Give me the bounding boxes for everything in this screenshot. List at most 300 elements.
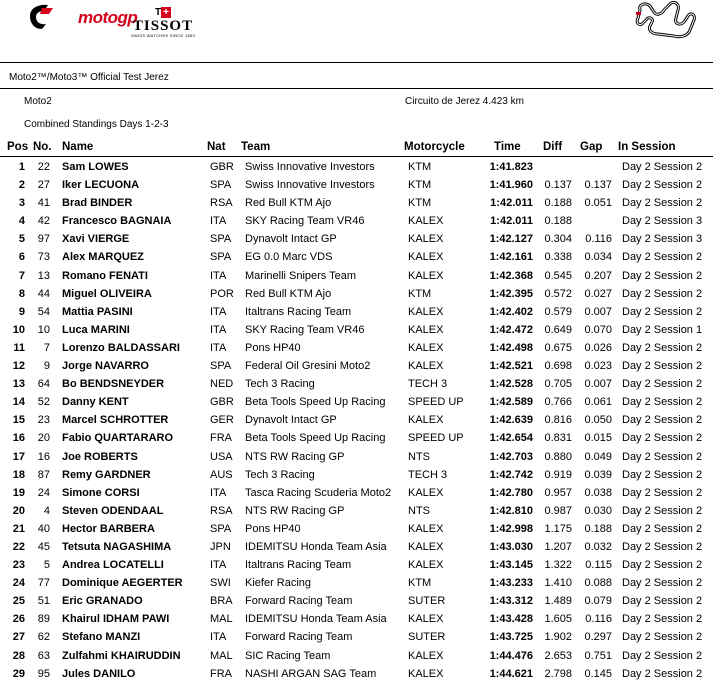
- rider-name: Iker LECUONA: [62, 179, 140, 192]
- rider-name: Tetsuta NAGASHIMA: [62, 540, 172, 553]
- rider-number: 4: [43, 504, 50, 517]
- team-name: NTS RW Racing GP: [245, 504, 345, 517]
- rider-number: 54: [37, 305, 50, 318]
- table-row: [0, 574, 713, 592]
- gap-to-previous: 0.116: [585, 613, 612, 626]
- results-table-body: [0, 158, 713, 683]
- in-session: Day 2 Session 2: [622, 450, 703, 463]
- diff-to-leader: 0.675: [544, 341, 572, 354]
- table-row: [0, 285, 713, 303]
- team-name: SIC Racing Team: [245, 649, 331, 662]
- category-label: Moto2: [24, 96, 52, 107]
- header-rule: [0, 62, 713, 63]
- motorcycle: KALEX: [408, 233, 444, 246]
- team-name: Pons HP40: [245, 522, 301, 535]
- rider-name: Bo BENDSNEYDER: [62, 378, 165, 391]
- motorcycle: KALEX: [408, 414, 444, 427]
- in-session: Day 2 Session 2: [622, 396, 703, 409]
- rider-nationality: SPA: [210, 360, 232, 373]
- rider-number: 62: [37, 631, 50, 644]
- table-row: [0, 375, 713, 393]
- result-pos: 29: [12, 667, 25, 680]
- table-row: [0, 484, 713, 502]
- motorcycle: NTS: [408, 504, 430, 517]
- session-title: Combined Standings Days 1-2-3: [24, 119, 169, 130]
- rider-nationality: SWI: [210, 577, 231, 590]
- in-session: Day 2 Session 2: [622, 595, 703, 608]
- rider-name: Eric GRANADO: [62, 595, 143, 608]
- lap-time: 1:42.472: [489, 323, 533, 336]
- in-session: Day 2 Session 2: [622, 179, 703, 192]
- gap-to-previous: 0.026: [584, 341, 612, 354]
- table-row: [0, 393, 713, 411]
- gap-to-previous: 0.015: [584, 432, 612, 445]
- result-pos: 25: [12, 595, 25, 608]
- in-session: Day 2 Session 2: [622, 341, 703, 354]
- rider-name: Stefano MANZI: [62, 631, 141, 644]
- rider-nationality: USA: [210, 450, 233, 463]
- diff-to-leader: 1.605: [544, 613, 572, 626]
- lap-time: 1:43.428: [489, 613, 533, 626]
- diff-to-leader: 0.188: [544, 197, 572, 210]
- diff-to-leader: 1.489: [544, 595, 572, 608]
- in-session: Day 2 Session 3: [622, 233, 703, 246]
- rider-nationality: JPN: [210, 540, 231, 553]
- rider-name: Miguel OLIVEIRA: [62, 287, 152, 300]
- lap-time: 1:42.011: [490, 197, 533, 210]
- gap-to-previous: 0.030: [584, 504, 612, 517]
- col-header-name: Name: [62, 141, 94, 153]
- table-row: [0, 267, 713, 285]
- in-session: Day 2 Session 2: [622, 287, 703, 300]
- in-session: Day 2 Session 2: [622, 251, 703, 264]
- rider-nationality: NED: [210, 378, 234, 391]
- gap-to-previous: 0.297: [584, 631, 612, 644]
- rider-nationality: RSA: [210, 197, 233, 210]
- in-session: Day 2 Session 2: [622, 577, 703, 590]
- table-row: [0, 357, 713, 375]
- gap-to-previous: 0.023: [584, 360, 612, 373]
- in-session: Day 2 Session 2: [622, 667, 703, 680]
- diff-to-leader: 0.572: [544, 287, 572, 300]
- rider-number: 45: [37, 540, 50, 553]
- rider-name: Danny KENT: [62, 396, 129, 409]
- tissot-logo: T + TISSOT SWISS WATCHES SINCE 1853: [130, 7, 196, 38]
- lap-time: 1:42.161: [489, 251, 533, 264]
- lap-time: 1:43.145: [489, 559, 533, 572]
- in-session: Day 2 Session 2: [622, 468, 703, 481]
- rider-number: 13: [37, 269, 50, 282]
- diff-to-leader: 1.902: [544, 631, 572, 644]
- in-session: Day 2 Session 2: [622, 378, 703, 391]
- rider-nationality: MAL: [210, 613, 233, 626]
- rider-name: Brad BINDER: [62, 197, 133, 210]
- lap-time: 1:43.030: [489, 540, 533, 553]
- team-name: Beta Tools Speed Up Racing: [245, 432, 386, 445]
- rider-number: 89: [37, 613, 50, 626]
- team-name: Italtrans Racing Team: [245, 305, 352, 318]
- rider-number: 73: [37, 251, 50, 264]
- result-pos: 24: [12, 577, 25, 590]
- rider-nationality: ITA: [210, 341, 227, 354]
- result-pos: 1: [18, 161, 25, 173]
- team-name: Red Bull KTM Ajo: [245, 287, 332, 300]
- col-header-gap: Gap: [580, 141, 603, 153]
- table-row: [0, 158, 713, 176]
- table-row: [0, 176, 713, 194]
- diff-to-leader: 1.175: [544, 522, 572, 535]
- rider-nationality: GBR: [210, 396, 234, 409]
- rider-nationality: SPA: [210, 251, 232, 264]
- motogp-logo: [26, 2, 138, 28]
- table-row: [0, 665, 713, 683]
- rider-number: 63: [37, 649, 50, 662]
- result-pos: 27: [12, 631, 25, 644]
- team-name: Tech 3 Racing: [245, 378, 315, 391]
- col-header-motorcycle: Motorcycle: [404, 141, 465, 153]
- table-row: [0, 212, 713, 230]
- col-header-nat: Nat: [207, 141, 226, 153]
- gap-to-previous: 0.039: [584, 468, 612, 481]
- gap-to-previous: 0.038: [584, 486, 612, 499]
- col-header-diff: Diff: [543, 141, 563, 153]
- result-pos: 10: [12, 323, 25, 336]
- col-header-no: No.: [33, 141, 52, 153]
- result-pos: 16: [12, 432, 25, 445]
- team-name: Forward Racing Team: [245, 631, 353, 644]
- gap-to-previous: 0.034: [584, 251, 612, 264]
- motorcycle: SUTER: [408, 631, 446, 644]
- lap-time: 1:42.639: [489, 414, 533, 427]
- team-name: IDEMITSU Honda Team Asia: [245, 613, 387, 626]
- tissot-wordmark: TISSOT: [132, 18, 194, 34]
- rider-nationality: MAL: [210, 649, 233, 662]
- rider-name: Remy GARDNER: [62, 468, 151, 481]
- diff-to-leader: 1.207: [544, 540, 572, 553]
- result-pos: 7: [18, 269, 25, 282]
- rider-nationality: BRA: [210, 595, 233, 608]
- table-row: [0, 520, 713, 538]
- gap-to-previous: 0.207: [584, 269, 612, 282]
- rider-name: Joe ROBERTS: [62, 450, 138, 463]
- gap-to-previous: 0.027: [584, 287, 612, 300]
- team-name: SKY Racing Team VR46: [245, 215, 365, 228]
- rider-name: Hector BARBERA: [62, 522, 155, 535]
- table-row: [0, 610, 713, 628]
- motorcycle: KALEX: [408, 215, 444, 228]
- team-name: SKY Racing Team VR46: [245, 323, 365, 336]
- table-row: [0, 466, 713, 484]
- team-name: Forward Racing Team: [245, 595, 353, 608]
- rider-number: 97: [37, 233, 50, 246]
- rider-nationality: ITA: [210, 559, 227, 572]
- table-header-rule: [0, 156, 713, 157]
- rider-name: Marcel SCHROTTER: [62, 414, 169, 427]
- team-name: Swiss Innovative Investors: [245, 179, 375, 192]
- result-pos: 15: [12, 414, 25, 427]
- rider-number: 40: [37, 522, 50, 535]
- gap-to-previous: 0.088: [584, 577, 612, 590]
- in-session: Day 2 Session 2: [622, 631, 703, 644]
- lap-time: 1:43.725: [489, 631, 533, 644]
- table-row: [0, 647, 713, 665]
- team-name: Marinelli Snipers Team: [245, 269, 357, 282]
- team-name: IDEMITSU Honda Team Asia: [245, 540, 387, 553]
- gap-to-previous: 0.061: [584, 396, 612, 409]
- diff-to-leader: 0.137: [544, 179, 572, 192]
- event-title: Moto2™/Moto3™ Official Test Jerez: [9, 72, 169, 83]
- rider-name: Steven ODENDAAL: [62, 504, 164, 517]
- table-row: [0, 538, 713, 556]
- result-pos: 5: [18, 233, 25, 246]
- team-name: Italtrans Racing Team: [245, 559, 352, 572]
- rider-number: 9: [43, 360, 50, 373]
- result-pos: 9: [18, 305, 25, 318]
- rider-number: 77: [37, 577, 50, 590]
- gap-to-previous: 0.145: [584, 667, 612, 680]
- lap-time: 1:41.823: [489, 161, 533, 173]
- gap-to-previous: 0.007: [584, 305, 612, 318]
- rider-name: Simone CORSI: [62, 486, 140, 499]
- rider-nationality: ITA: [210, 323, 227, 336]
- gap-to-previous: 0.079: [584, 595, 612, 608]
- diff-to-leader: 0.338: [544, 251, 572, 264]
- rider-number: 23: [37, 414, 50, 427]
- table-row: [0, 592, 713, 610]
- in-session: Day 2 Session 2: [622, 613, 703, 626]
- lap-time: 1:42.528: [489, 378, 533, 391]
- result-pos: 6: [18, 251, 25, 264]
- lap-time: 1:42.498: [489, 341, 533, 354]
- result-pos: 26: [12, 613, 25, 626]
- rider-number: 10: [37, 323, 50, 336]
- diff-to-leader: 0.188: [544, 215, 572, 228]
- table-row: [0, 194, 713, 212]
- result-pos: 20: [12, 504, 25, 517]
- lap-time: 1:42.521: [489, 360, 533, 373]
- result-pos: 4: [18, 215, 25, 228]
- lap-time: 1:42.127: [489, 233, 533, 246]
- result-pos: 28: [12, 649, 25, 662]
- motorcycle: KALEX: [408, 323, 444, 336]
- gap-to-previous: 0.137: [584, 179, 612, 192]
- rider-nationality: AUS: [210, 468, 233, 481]
- rider-number: 87: [37, 468, 50, 481]
- rider-nationality: FRA: [210, 667, 232, 680]
- rider-name: Dominique AEGERTER: [62, 577, 183, 590]
- rider-number: 44: [37, 287, 50, 300]
- gap-to-previous: 0.049: [584, 450, 612, 463]
- motorcycle: SPEED UP: [408, 432, 464, 445]
- result-pos: 11: [13, 341, 25, 354]
- result-pos: 8: [18, 287, 25, 300]
- in-session: Day 2 Session 2: [622, 486, 703, 499]
- lap-time: 1:41.960: [489, 179, 533, 192]
- rider-number: 42: [37, 215, 50, 228]
- rider-name: Francesco BAGNAIA: [62, 215, 172, 228]
- result-pos: 12: [12, 360, 25, 373]
- motorcycle: KTM: [408, 287, 432, 300]
- table-row: [0, 321, 713, 339]
- team-name: NASHI ARGAN SAG Team: [245, 667, 377, 680]
- circuit-map-icon: [632, 0, 706, 42]
- rider-number: 27: [37, 179, 50, 192]
- table-row: [0, 339, 713, 357]
- lap-time: 1:42.368: [489, 269, 533, 282]
- gap-to-previous: 0.116: [585, 233, 612, 246]
- rider-number: 24: [37, 486, 50, 499]
- diff-to-leader: 0.579: [544, 305, 572, 318]
- rider-name: Jorge NAVARRO: [62, 360, 149, 373]
- rider-name: Romano FENATI: [62, 269, 148, 282]
- rider-name: Jules DANILO: [62, 667, 136, 680]
- lap-time: 1:43.312: [489, 595, 533, 608]
- diff-to-leader: 0.987: [544, 504, 572, 517]
- in-session: Day 2 Session 2: [622, 197, 703, 210]
- in-session: Day 2 Session 2: [622, 305, 703, 318]
- in-session: Day 2 Session 2: [622, 649, 703, 662]
- motorcycle: KALEX: [408, 649, 444, 662]
- result-pos: 17: [12, 450, 25, 463]
- motogp-wordmark: motogp: [78, 8, 138, 27]
- lap-time: 1:43.233: [489, 577, 533, 590]
- rider-name: Fabio QUARTARARO: [62, 432, 174, 445]
- rider-number: 20: [37, 432, 50, 445]
- rider-nationality: GER: [210, 414, 234, 427]
- table-row: [0, 429, 713, 447]
- gap-to-previous: 0.751: [584, 649, 612, 662]
- rider-nationality: GBR: [210, 161, 234, 173]
- motogp-swoosh-icon: [26, 2, 56, 30]
- diff-to-leader: 2.798: [544, 667, 572, 680]
- motorcycle: KALEX: [408, 305, 444, 318]
- table-row: [0, 303, 713, 321]
- rider-name: Xavi VIERGE: [62, 233, 130, 246]
- rider-nationality: RSA: [210, 504, 233, 517]
- diff-to-leader: 0.831: [544, 432, 572, 445]
- diff-to-leader: 0.880: [544, 450, 572, 463]
- rider-name: Mattia PASINI: [62, 305, 133, 318]
- rider-number: 7: [43, 341, 50, 354]
- in-session: Day 2 Session 2: [622, 522, 703, 535]
- rider-nationality: ITA: [210, 269, 227, 282]
- result-pos: 2: [18, 179, 25, 192]
- motorcycle: KALEX: [408, 522, 444, 535]
- diff-to-leader: 0.766: [544, 396, 572, 409]
- motorcycle: KALEX: [408, 269, 444, 282]
- diff-to-leader: 1.322: [544, 559, 572, 572]
- team-name: Tech 3 Racing: [245, 468, 315, 481]
- result-pos: 13: [12, 378, 25, 391]
- lap-time: 1:42.742: [489, 468, 533, 481]
- gap-to-previous: 0.188: [584, 522, 612, 535]
- motorcycle: SUTER: [408, 595, 446, 608]
- rider-number: 16: [37, 450, 50, 463]
- motorcycle: TECH 3: [408, 378, 448, 391]
- diff-to-leader: 0.816: [544, 414, 572, 427]
- motorcycle: KALEX: [408, 486, 444, 499]
- gap-to-previous: 0.007: [584, 378, 612, 391]
- table-row: [0, 411, 713, 429]
- lap-time: 1:42.810: [489, 504, 533, 517]
- lap-time: 1:42.654: [489, 432, 533, 445]
- rider-number: 5: [43, 559, 50, 572]
- col-header-pos: Pos: [7, 141, 29, 153]
- table-row: [0, 628, 713, 646]
- team-name: Beta Tools Speed Up Racing: [245, 396, 386, 409]
- motorcycle: KALEX: [408, 559, 444, 572]
- lap-time: 1:42.011: [490, 215, 533, 228]
- gap-to-previous: 0.115: [585, 559, 612, 572]
- motorcycle: KTM: [408, 197, 432, 210]
- rider-nationality: SPA: [210, 522, 232, 535]
- rider-name: Alex MARQUEZ: [62, 251, 144, 264]
- motorcycle: KTM: [408, 577, 432, 590]
- rider-nationality: ITA: [210, 305, 227, 318]
- in-session: Day 2 Session 2: [622, 432, 703, 445]
- result-pos: 23: [12, 559, 25, 572]
- motorcycle: NTS: [408, 450, 430, 463]
- page-header: [0, 0, 713, 60]
- diff-to-leader: 0.649: [544, 323, 572, 336]
- team-name: Red Bull KTM Ajo: [245, 197, 332, 210]
- result-pos: 21: [12, 522, 25, 535]
- diff-to-leader: 0.304: [544, 233, 572, 246]
- rider-name: Lorenzo BALDASSARI: [62, 341, 180, 354]
- team-name: Federal Oil Gresini Moto2: [245, 360, 371, 373]
- rider-number: 41: [37, 197, 50, 210]
- rider-name: Khairul IDHAM PAWI: [62, 613, 170, 626]
- motorcycle: KALEX: [408, 341, 444, 354]
- circuit-label: Circuito de Jerez 4.423 km: [405, 96, 524, 107]
- rider-number: 52: [37, 396, 50, 409]
- motorcycle: KALEX: [408, 540, 444, 553]
- motorcycle: KTM: [408, 161, 432, 173]
- in-session: Day 2 Session 2: [622, 504, 703, 517]
- rider-number: 95: [37, 667, 50, 680]
- rider-number: 51: [37, 595, 50, 608]
- lap-time: 1:42.780: [489, 486, 533, 499]
- gap-to-previous: 0.070: [584, 323, 612, 336]
- team-name: Dynavolt Intact GP: [245, 233, 337, 246]
- lap-time: 1:44.476: [489, 649, 533, 662]
- gap-to-previous: 0.051: [584, 197, 612, 210]
- rider-nationality: ITA: [210, 486, 227, 499]
- lap-time: 1:42.998: [489, 522, 533, 535]
- rider-nationality: SPA: [210, 179, 232, 192]
- table-row: [0, 230, 713, 248]
- motorcycle: KTM: [408, 179, 432, 192]
- motorcycle: SPEED UP: [408, 396, 464, 409]
- rider-name: Sam LOWES: [62, 161, 129, 173]
- diff-to-leader: 0.957: [544, 486, 572, 499]
- rider-number: 64: [37, 378, 50, 391]
- table-row: [0, 502, 713, 520]
- result-pos: 22: [12, 540, 25, 553]
- gap-to-previous: 0.050: [584, 414, 612, 427]
- result-pos: 3: [18, 197, 25, 210]
- rider-nationality: ITA: [210, 215, 227, 228]
- in-session: Day 2 Session 2: [622, 540, 703, 553]
- result-pos: 18: [12, 468, 25, 481]
- result-pos: 19: [12, 486, 25, 499]
- diff-to-leader: 0.705: [544, 378, 572, 391]
- rider-number: 22: [37, 161, 50, 173]
- motorcycle: KALEX: [408, 251, 444, 264]
- lap-time: 1:42.402: [489, 305, 533, 318]
- table-row: [0, 448, 713, 466]
- team-name: Kiefer Racing: [245, 577, 312, 590]
